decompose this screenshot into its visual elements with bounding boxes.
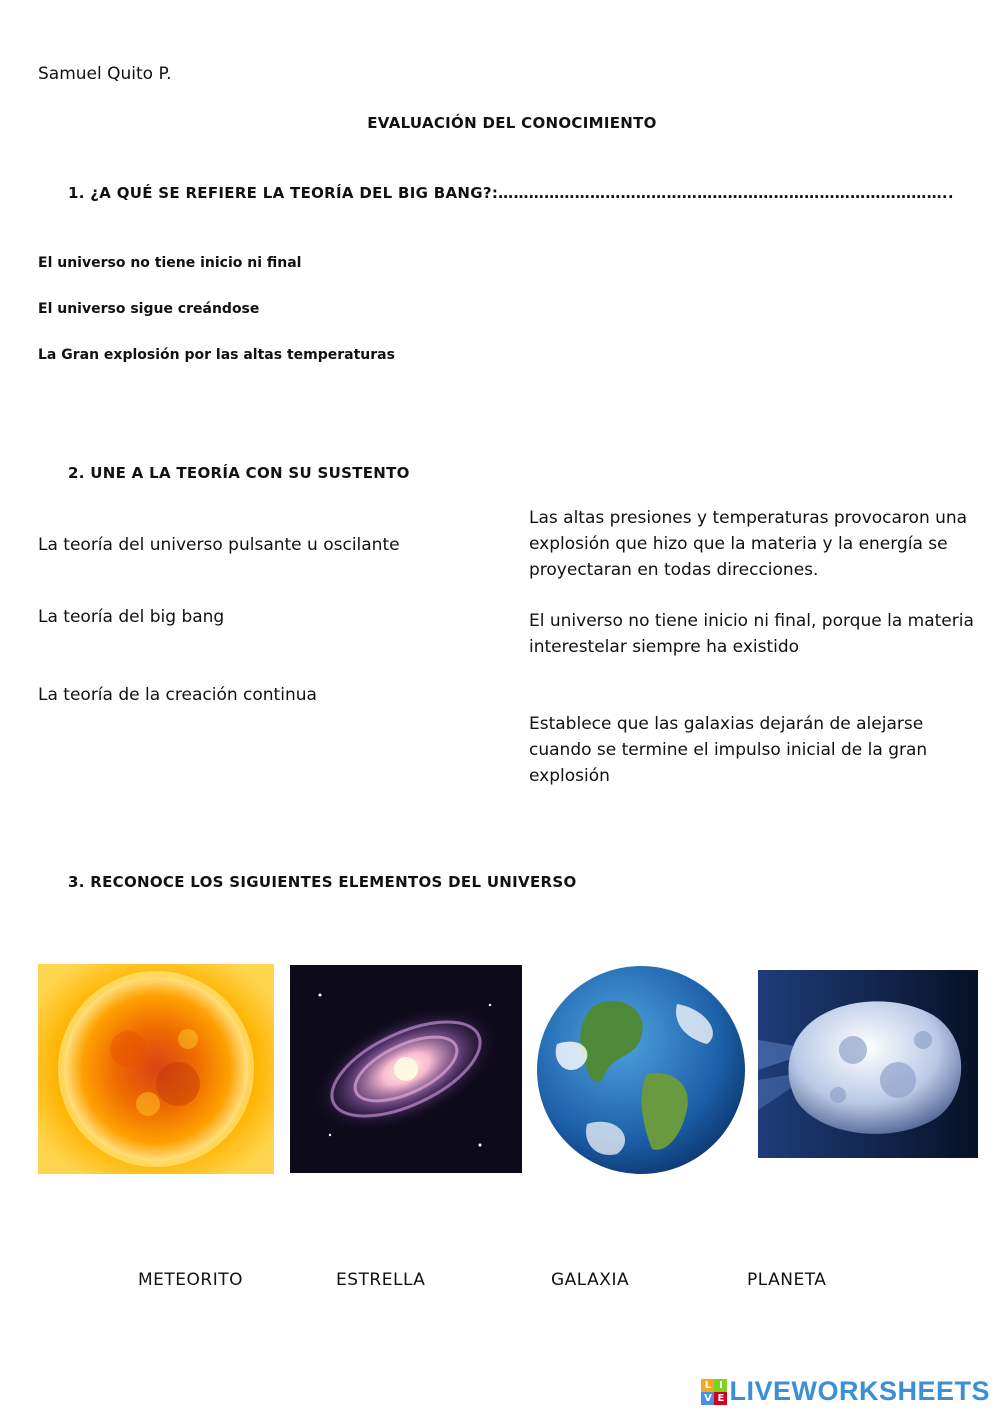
theory-big-bang[interactable]: La teoría del big bang [38,607,225,627]
q1-option-1[interactable]: El universo no tiene inicio ni final [38,255,302,271]
sustento-2[interactable]: El universo no tiene inicio ni final, porque la materia interestelar siempre ha existido [529,611,974,657]
question-3: 3. RECONOCE LOS SIGUIENTES ELEMENTOS DEL UNIVERSO [68,873,577,891]
page-title: EVALUACIÓN DEL CONOCIMIENTO [367,114,657,132]
answer-label-meteorito[interactable]: METEORITO [138,1270,244,1290]
sustento-3[interactable]: Establece que las galaxias dejarán de alejarse cuando se termine el impulso inicial de la gran explosión [529,714,928,786]
question-1: 1. ¿A QUÉ SE REFIERE LA TEORÍA DEL BIG BANG?:…………………………………………………………………………….. [68,184,954,202]
liveworksheets-wordmark: LIVEWORKSHEETS [729,1376,990,1406]
author-name: Samuel Quito P. [38,64,172,84]
meteorite-image [758,970,978,1158]
answer-label-estrella[interactable]: ESTRELLA [336,1270,426,1290]
q1-option-2[interactable]: El universo sigue creándose [38,301,260,317]
liveworksheets-logo [701,1376,990,1407]
galaxy-image [290,965,522,1173]
q1-option-3[interactable]: La Gran explosión por las altas temperaturas [38,347,395,363]
theory-creacion-continua[interactable]: La teoría de la creación continua [38,685,317,705]
theory-pulsante[interactable]: La teoría del universo pulsante u oscilante [38,535,400,555]
answer-label-planeta[interactable]: PLANETA [747,1270,827,1290]
liveworksheets-logo-icon: L I V E [701,1379,727,1405]
answer-label-galaxia[interactable]: GALAXIA [551,1270,630,1290]
sun-image [38,964,274,1174]
earth-image [527,964,755,1176]
question-2: 2. UNE A LA TEORÍA CON SU SUSTENTO [68,464,410,482]
sustento-1[interactable]: Las altas presiones y temperaturas provocaron una explosión que hizo que la materia y la energía se proyectaran en todas direcciones. [529,508,968,580]
